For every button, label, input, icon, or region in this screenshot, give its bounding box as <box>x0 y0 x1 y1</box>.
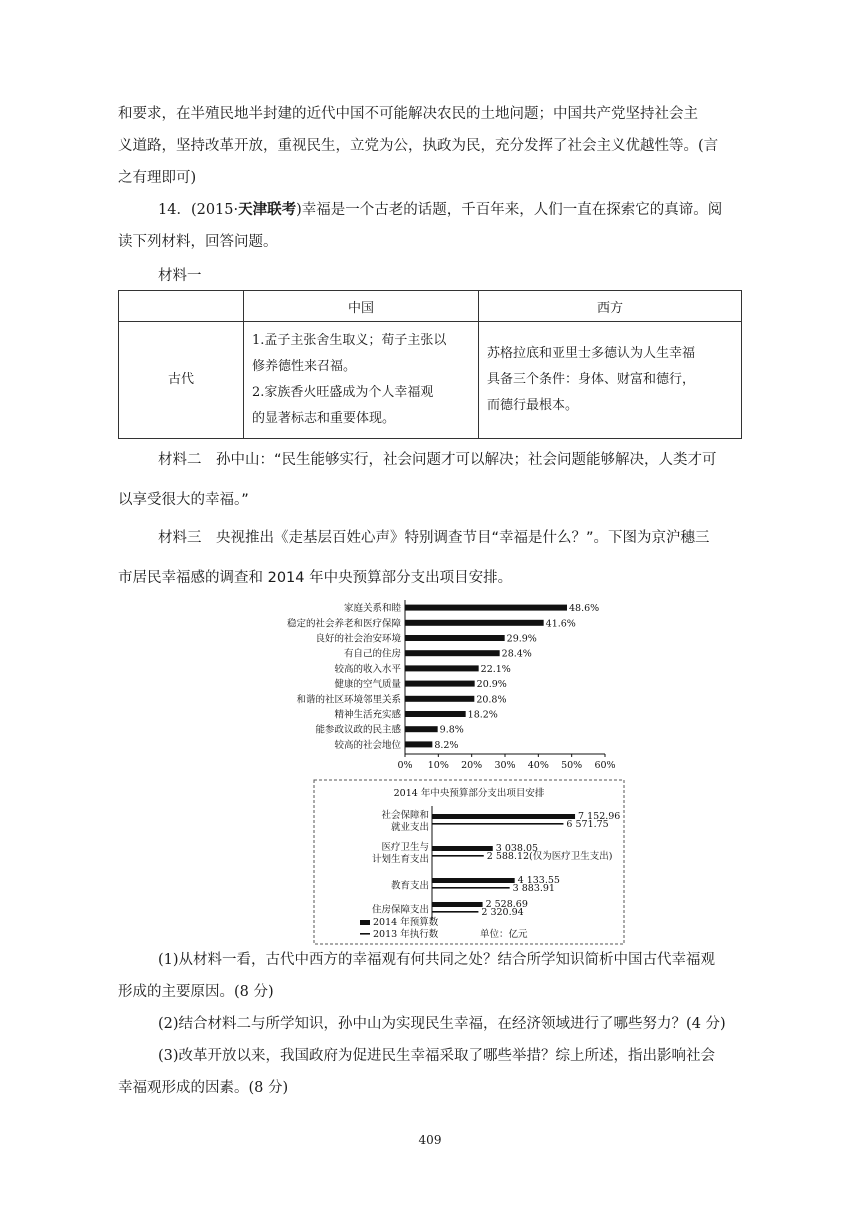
category-label: 稳定的社会养老和医疗保障 <box>286 618 401 630</box>
text-line: 读下列材料，回答问题。 <box>118 234 278 250</box>
cell-line: 修养德性来召福。 <box>252 359 357 374</box>
continuation-paragraph <box>118 98 740 194</box>
question-1: (1)从材料一看，古代中西方的幸福观有何共同之处？结合所学知识简析中国古代幸福观 <box>158 952 716 968</box>
data-label: 28.4% <box>501 648 532 660</box>
data-label: 18.2% <box>467 709 498 721</box>
data-label: 41.6% <box>545 618 576 630</box>
bar-budget-2014 <box>432 902 483 907</box>
table-row <box>119 322 742 439</box>
chart-title: 2014 年中央预算部分支出项目安排 <box>393 788 545 799</box>
data-label: 2 588.12(仅为医疗卫生支出) <box>486 851 613 862</box>
question-14-stem <box>118 194 740 258</box>
table-header-cell <box>119 291 244 322</box>
x-tick-label: 40% <box>527 760 549 771</box>
china-cell <box>244 322 479 439</box>
data-label: 7 152.96 <box>578 811 621 822</box>
bar-actual-2013 <box>432 887 510 889</box>
bar-actual-2013 <box>432 911 478 913</box>
bar-budget-2014 <box>432 878 515 883</box>
cell-line: 的显著标志和重要体现。 <box>252 411 396 426</box>
bar <box>405 605 567 611</box>
cell-line: 具备三个条件：身体、财富和德行， <box>487 372 696 387</box>
category-label: 计划生育支出 <box>371 854 429 865</box>
bar <box>405 620 544 626</box>
question-3: (3)改革开放以来，我国政府为促进民生幸福采取了哪些举措？综上所述，指出影响社会 <box>158 1048 716 1064</box>
category-label: 教育支出 <box>390 880 429 892</box>
x-tick-label: 60% <box>594 760 616 771</box>
data-label: 8.2% <box>434 739 459 751</box>
category-label: 家庭关系和睦 <box>343 603 401 615</box>
material1-table <box>118 290 742 439</box>
data-label: 2 528.69 <box>485 899 528 910</box>
cell-line: 苏格拉底和亚里士多德认为人生幸福 <box>487 346 696 361</box>
table-header-cell: 中国 <box>244 291 479 322</box>
category-label: 住房保障支出 <box>371 904 429 916</box>
x-tick-label: 50% <box>561 760 583 771</box>
data-label: 29.9% <box>506 633 537 645</box>
page-number: 409 <box>418 1133 442 1147</box>
question-source: 天津联考 <box>238 202 297 218</box>
data-label: 6 571.75 <box>566 819 609 830</box>
legend-label: 2014 年预算数 <box>373 917 439 928</box>
text-line: 市居民幸福感的调查和 2014 年中央预算部分支出项目安排。 <box>118 570 513 586</box>
category-label: 能参政议政的民主感 <box>315 724 401 736</box>
text-line <box>118 194 740 226</box>
category-label: 和谐的社区环境邻里关系 <box>296 694 401 706</box>
happiness-survey-chart <box>280 596 625 772</box>
category-label: 较高的社会地位 <box>334 739 401 751</box>
x-tick-label: 10% <box>427 760 449 771</box>
bar <box>405 726 438 732</box>
table-header-cell: 西方 <box>479 291 742 322</box>
text-line: 义道路，坚持改革开放，重视民生，立党为公，执政为民，充分发挥了社会主义优越性等。(言 <box>118 138 719 154</box>
chart-frame <box>314 780 624 944</box>
bar-actual-2013 <box>432 855 484 857</box>
data-label: 2 320.94 <box>481 907 524 918</box>
data-label: 48.6% <box>569 603 600 615</box>
bar <box>405 711 466 717</box>
legend-swatch-2013 <box>360 933 370 935</box>
text-line: 和要求，在半殖民地半封建的近代中国不可能解决农民的土地问题；中国共产党坚持社会主 <box>118 106 698 122</box>
material2-paragraph <box>118 440 740 520</box>
table-header-row <box>119 291 742 322</box>
data-label: 22.1% <box>480 663 511 675</box>
bar <box>405 665 479 671</box>
question-text: )幸福是一个古老的话题，千百年来，人们一直在探索它的真谛。阅 <box>296 202 723 218</box>
category-label: 医疗卫生与 <box>381 842 429 853</box>
question-3-cont: 幸福观形成的因素。(8 分) <box>118 1080 289 1096</box>
data-label: 3 038.05 <box>495 843 539 854</box>
category-label: 有自己的住房 <box>343 648 401 660</box>
material3-paragraph <box>118 518 740 598</box>
text-line: 材料三 央视推出《走基层百姓心声》特别调查节目“幸福是什么？”。下图为京沪穗三 <box>158 530 710 546</box>
legend-label: 2013 年执行数 <box>373 929 439 940</box>
text-line: 材料二 孙中山：“民生能够实行，社会问题才可以解决；社会问题能够解决，人类才可 <box>158 452 717 468</box>
category-label: 较高的收入水平 <box>334 663 401 675</box>
cell-line: 1.孟子主张舍生取义；荀子主张以 <box>252 333 447 348</box>
row-header-cell: 古代 <box>119 322 244 439</box>
question-1-cont: 形成的主要原因。(8 分) <box>118 984 274 1000</box>
category-label: 就业支出 <box>390 822 429 833</box>
category-label: 精神生活充实感 <box>334 709 401 721</box>
bar <box>405 741 432 747</box>
category-label: 良好的社会治安环境 <box>315 633 401 645</box>
x-tick-label: 0% <box>397 760 413 771</box>
unit-label: 单位：亿元 <box>480 929 528 940</box>
bar <box>405 650 500 656</box>
bar <box>405 696 474 702</box>
x-tick-label: 20% <box>461 760 483 771</box>
cell-line: 2.家族香火旺盛成为个人幸福观 <box>252 385 434 400</box>
data-label: 20.9% <box>476 679 507 691</box>
sub-questions <box>118 944 740 1104</box>
budget-expenditure-chart <box>280 778 625 946</box>
data-label: 4 133.55 <box>517 875 560 886</box>
question-number: 14．(2015· <box>158 202 239 218</box>
x-tick-label: 30% <box>494 760 516 771</box>
data-label: 9.8% <box>439 724 464 736</box>
text-line: 之有理即可) <box>118 170 197 186</box>
text-line: 以享受很大的幸福。” <box>118 492 249 508</box>
legend-swatch-2014 <box>360 920 370 925</box>
bar <box>405 681 475 687</box>
question-2: (2)结合材料二与所学知识，孙中山为实现民生幸福，在经济领域进行了哪些努力？(4 分) <box>158 1016 726 1032</box>
material1-label: 材料一 <box>158 268 202 284</box>
cell-line: 而德行最根本。 <box>487 398 579 413</box>
category-label: 社会保障和 <box>381 810 429 821</box>
bar-budget-2014 <box>432 814 575 819</box>
data-label: 20.8% <box>476 694 507 706</box>
category-label: 健康的空气质量 <box>334 679 401 691</box>
bar-budget-2014 <box>432 846 493 851</box>
figure-block <box>280 596 625 946</box>
west-cell <box>479 322 742 439</box>
bar <box>405 635 505 641</box>
bar-actual-2013 <box>432 823 563 825</box>
data-label: 3 883.91 <box>512 883 555 894</box>
